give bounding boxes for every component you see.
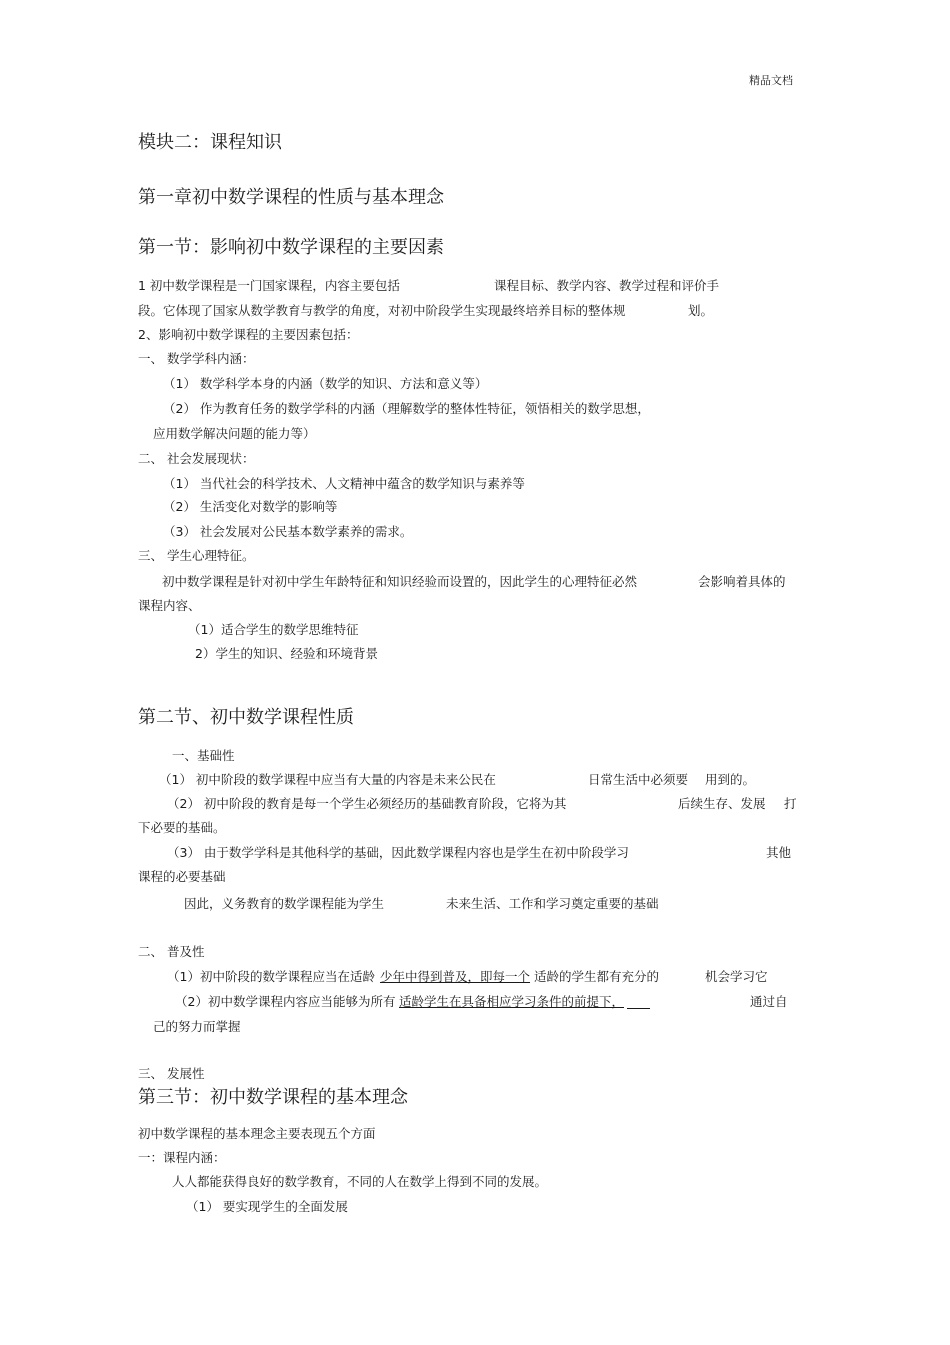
universal-item1-part-c: 适龄的学生都有充分的 xyxy=(534,969,660,984)
factor3-para-part-b: 会影响着具体的 xyxy=(698,574,786,589)
factor2-item3: （3） 社会发展对公民基本数学素养的需求。 xyxy=(163,524,413,539)
factor2-heading: 二、 社会发展现状： xyxy=(138,451,255,466)
s3-para2: 一：课程内涵： xyxy=(138,1150,226,1165)
s3-para3: 人人都能获得良好的数学教育，不同的人在数学上得到不同的发展。 xyxy=(172,1174,548,1189)
s3-item1: （1） 要实现学生的全面发展 xyxy=(186,1199,348,1214)
module-title: 模块二：课程知识 xyxy=(138,132,282,153)
universal-item1-part-d: 机会学习它 xyxy=(705,969,768,984)
s3-para1: 初中数学课程的基本理念主要表现五个方面 xyxy=(138,1126,376,1141)
basic-item1-part-c: 用到的。 xyxy=(705,772,756,787)
factor1-item2: （2） 作为教育任务的数学学科的内涵（理解数学的整体性特征，领悟相关的数学思想， xyxy=(163,401,650,416)
s1-para2: 2、影响初中数学课程的主要因素包括： xyxy=(138,327,359,342)
basic-item2-part-d: 下必要的基础。 xyxy=(138,820,226,835)
basic-summary-part-a: 因此，义务教育的数学课程能为学生 xyxy=(184,896,385,911)
development-heading: 三、 发展性 xyxy=(138,1066,205,1081)
s1-para1-part-c: 段。它体现了国家从数学教育与教学的角度，对初中阶段学生实现最终培养目标的整体规 xyxy=(138,303,626,318)
chapter-title: 第一章初中数学课程的性质与基本理念 xyxy=(138,187,444,208)
factor3-para-part-c: 课程内容、 xyxy=(138,598,201,613)
factor1-heading: 一、 数学学科内涵： xyxy=(138,351,255,366)
basic-summary-part-b: 未来生活、工作和学习奠定重要的基础 xyxy=(446,896,659,911)
factor3-item2: 2）学生的知识、经验和环境背景 xyxy=(195,646,378,661)
basic-item3-part-a: （3） 由于数学学科是其他科学的基础，因此数学课程内容也是学生在初中阶段学习 xyxy=(167,845,629,860)
universal-item2-underline-extension xyxy=(627,1008,650,1009)
universal-item1-underlined: 少年中得到普及，即每一个 xyxy=(380,969,531,984)
s1-para1-part-d: 划。 xyxy=(688,303,714,318)
universal-heading: 二、 普及性 xyxy=(138,944,205,959)
factor3-heading: 三、 学生心理特征。 xyxy=(138,548,255,563)
factor3-item1: （1）适合学生的数学思维特征 xyxy=(188,622,359,637)
factor2-item2: （2） 生活变化对数学的影响等 xyxy=(163,499,338,514)
basic-item3-part-b: 其他 xyxy=(766,845,792,860)
s1-para1-part-b: 课程目标、教学内容、教学过程和评价手 xyxy=(494,278,720,293)
basic-item2-part-a: （2） 初中阶段的教育是每一个学生必须经历的基础教育阶段，它将为其 xyxy=(167,796,567,811)
universal-item2-part-a: （2）初中数学课程内容应当能够为所有 xyxy=(175,994,396,1009)
universal-item2-part-c: 通过自 xyxy=(750,994,788,1009)
section2-title: 第二节、初中数学课程性质 xyxy=(138,707,354,728)
basic-item1-part-b: 日常生活中必须要 xyxy=(588,772,689,787)
s1-para1-part-a: 1 初中数学课程是一门国家课程，内容主要包括 xyxy=(138,278,400,293)
factor2-item1: （1） 当代社会的科学技术、人文精神中蕴含的数学知识与素养等 xyxy=(163,476,525,491)
basic-item3-part-c: 课程的必要基础 xyxy=(138,869,226,884)
basic-item2-part-c: 打 xyxy=(784,796,797,811)
factor1-item2-cont: 应用数学解决问题的能力等） xyxy=(153,426,316,441)
factor3-para-part-a: 初中数学课程是针对初中学生年龄特征和知识经验而设置的，因此学生的心理特征必然 xyxy=(162,574,638,589)
factor1-item1: （1） 数学科学本身的内涵（数学的知识、方法和意义等） xyxy=(163,376,488,391)
page-header-label: 精品文档 xyxy=(749,74,793,87)
section1-title: 第一节：影响初中数学课程的主要因素 xyxy=(138,237,444,258)
basic-item1-part-a: （1） 初中阶段的数学课程中应当有大量的内容是未来公民在 xyxy=(159,772,496,787)
universal-item2-part-d: 己的努力而掌握 xyxy=(153,1019,241,1034)
universal-item1-part-a: （1）初中阶段的数学课程应当在适龄 xyxy=(167,969,375,984)
basic-item2-part-b: 后续生存、发展 xyxy=(678,796,766,811)
basic-heading: 一、基础性 xyxy=(172,748,235,763)
universal-item2-underlined: 适龄学生在具备相应学习条件的前提下， xyxy=(399,994,625,1009)
section3-title: 第三节：初中数学课程的基本理念 xyxy=(138,1087,408,1108)
